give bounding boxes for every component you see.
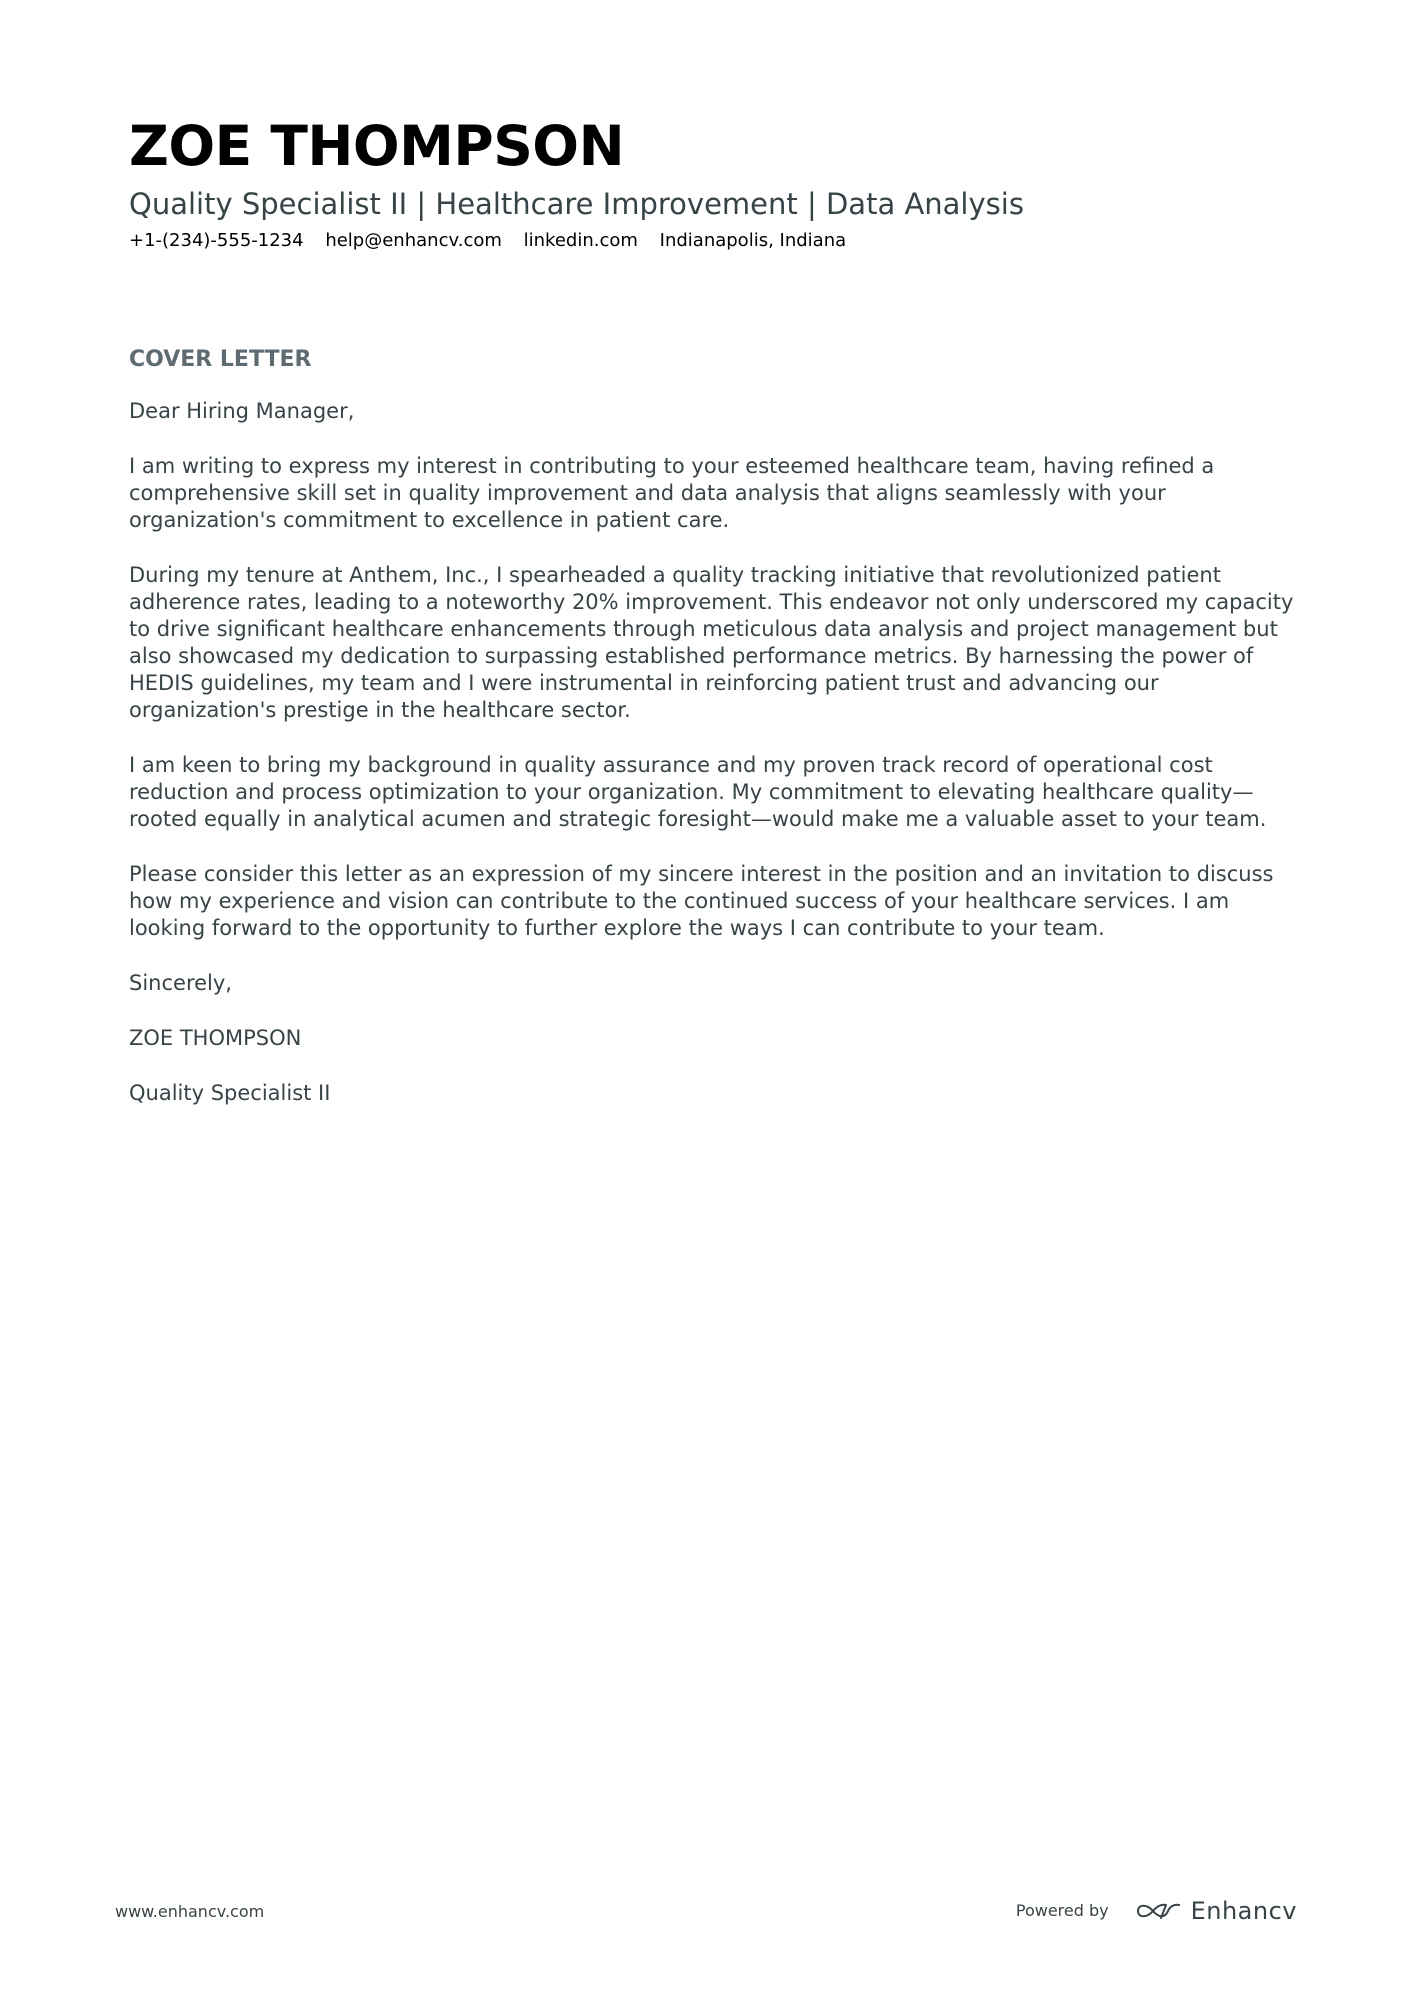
paragraph-closing: Please consider this letter as an expression of my sincere interest in the position and an invitation to discuss how my experience and vision can contribute to the continued success of your healthcare services. I am looking forward to the opportunity to further explore the ways I can contribute to your team.: [129, 862, 1274, 940]
powered-by-label: Powered by: [1015, 1901, 1109, 1920]
footer-website[interactable]: www.enhancv.com: [115, 1902, 265, 1921]
paragraph-intro: I am writing to express my interest in contributing to your esteemed healthcare team, having refined a comprehensive skill set in quality improvement and data analysis that aligns seamlessly with your organization's commitment to excellence in patient care.: [129, 454, 1215, 532]
contact-email[interactable]: help@enhancv.com: [325, 230, 502, 251]
paragraph-experience: During my tenure at Anthem, Inc., I spearheaded a quality tracking initiative that revolutionized patient adherence rates, leading to a noteworthy 20% improvement. This endeavor not only underscored my capacity to drive significant healthcare enhancements through meticulous data analysis and project management but also showcased my dedication to surpassing established performance metrics. By harnessing the power of HEDIS guidelines, my team and I were instrumental in reinforcing patient trust and advancing our organization's prestige in the healthcare sector.: [129, 563, 1294, 722]
contact-phone: +1-(234)-555-1234: [129, 230, 304, 251]
brand-name: Enhancv: [1190, 1897, 1297, 1925]
signature-title: Quality Specialist II: [129, 1081, 331, 1105]
contact-linkedin[interactable]: linkedin.com: [523, 230, 638, 251]
contact-info: [129, 228, 1289, 254]
salutation: Dear Hiring Manager,: [129, 399, 355, 423]
brand-logo[interactable]: [1135, 1897, 1297, 1925]
closing: Sincerely,: [129, 971, 232, 995]
enhancv-logo-icon: [1135, 1899, 1181, 1923]
applicant-headline: Quality Specialist II | Healthcare Improvement | Data Analysis: [129, 187, 1024, 221]
section-title: COVER LETTER: [129, 347, 312, 372]
contact-location: Indianapolis, Indiana: [659, 230, 847, 251]
signature-name: ZOE THOMPSON: [129, 1026, 302, 1050]
applicant-name: ZOE THOMPSON: [129, 114, 625, 178]
letter-body: [129, 346, 1309, 1135]
letter-header: [129, 112, 1289, 254]
footer-branding: [1016, 1896, 1297, 1926]
paragraph-motivation: I am keen to bring my background in quality assurance and my proven track record of operational cost reduction and process optimization to your organization. My commitment to elevating healthcare quality—rooted equally in analytical acumen and strategic foresight—would make me a valuable asset to your team.: [129, 753, 1267, 831]
